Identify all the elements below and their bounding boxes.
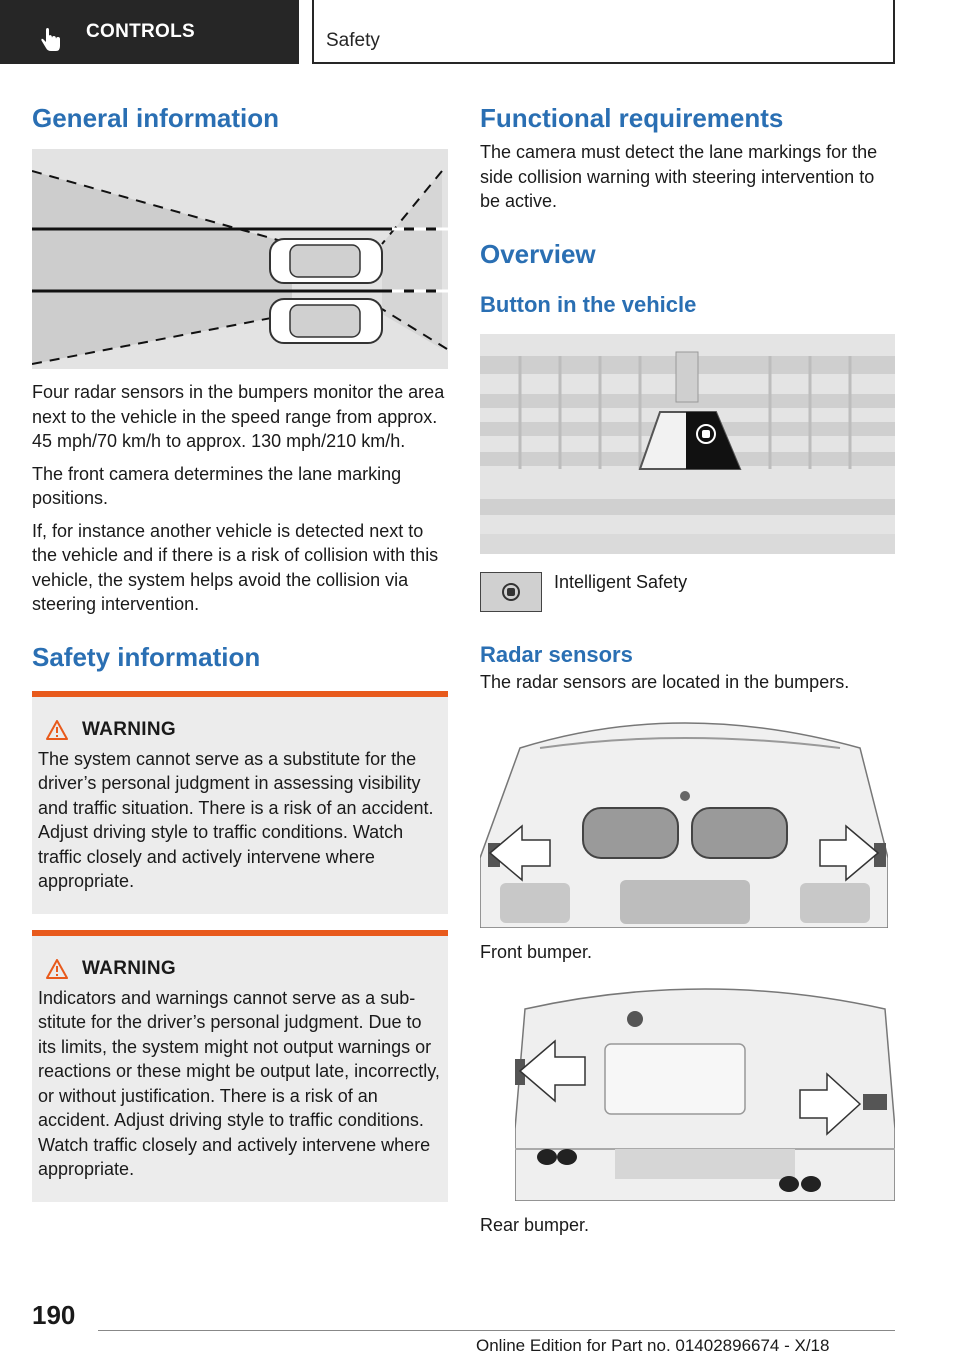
- hand-icon: [40, 28, 62, 52]
- warning-triangle-icon: [46, 720, 68, 740]
- general-info-heading: General information: [32, 103, 280, 133]
- warning-text: Indicators and warnings cannot serve as a substitute for the driver’s personal judgment. Due to its limits, the system might not output warnings or reactions or these might be output late, incorrectly, or without justification. There is a risk of an accident. Adjust driving style to traffic conditions. Watch traffic closely and actively intervene where appropriate.: [38, 987, 440, 1179]
- left-column: [32, 100, 448, 1202]
- rear-bumper-caption: Rear bumper.: [480, 1214, 590, 1235]
- functional-requirements-heading: Functional requirements: [480, 103, 784, 133]
- rear-bumper-illustration: [515, 979, 895, 1201]
- warning-triangle-icon: [46, 959, 68, 979]
- general-paragraph: Four radar sensors in the bumpers monitor the area next to the vehicle in the speed range from approx. 45 mph/70 km/h to approx. 130 mph/210 km/h.: [32, 382, 445, 451]
- chapter-header: [312, 0, 895, 64]
- front-bumper-illustration: [480, 708, 888, 928]
- page-number: 190: [32, 1300, 76, 1330]
- general-paragraph: The front camera determines the lane marking positions.: [32, 463, 402, 508]
- section-tab: [0, 0, 299, 64]
- warning-box: [32, 930, 448, 1202]
- button-heading: Button in the vehicle: [480, 291, 697, 317]
- safety-info-heading: Safety information: [32, 641, 261, 672]
- car-icon: [270, 239, 382, 283]
- edition-text: Online Edition for Part no. 01402896674 - X/18: [476, 1336, 830, 1355]
- front-bumper-caption: Front bumper.: [480, 942, 593, 962]
- car-icon: [270, 299, 382, 343]
- intelligent-safety-button-icon: [480, 572, 542, 612]
- radar-coverage-illustration: [32, 149, 448, 369]
- button-location-illustration: [480, 334, 895, 554]
- intelligent-safety-caption: Intelligent Safety: [554, 571, 688, 592]
- section-tab-label: CONTROLS: [86, 21, 196, 42]
- radar-sensors-text: The radar sensors are located in the bumpers.: [480, 671, 850, 692]
- right-column: [480, 100, 895, 1237]
- overview-heading: Overview: [480, 238, 596, 269]
- chapter-title: Safety: [326, 30, 380, 51]
- general-paragraph: If, for instance another vehicle is detected next to the vehicle and if there is a risk of collision with this vehicle, the system helps avoid the collision via steering intervention.: [32, 520, 439, 614]
- warning-label: WARNING: [82, 957, 176, 979]
- warning-box: [32, 691, 448, 914]
- warning-label: WARNING: [82, 718, 176, 740]
- footer-divider: [98, 1330, 895, 1331]
- warning-text: The system cannot serve as a substitute for the driver’s personal judgment in assessing visibility and traffic situation. There is a risk of an accident. Adjust driving style to traffic conditions. Watch traffic closely and actively intervene where appropriate.: [38, 748, 434, 891]
- functional-requirements-text: The camera must detect the lane markings for the side collision warning with steering intervention to be active.: [480, 142, 878, 211]
- radar-sensors-heading: Radar sensors: [480, 641, 633, 667]
